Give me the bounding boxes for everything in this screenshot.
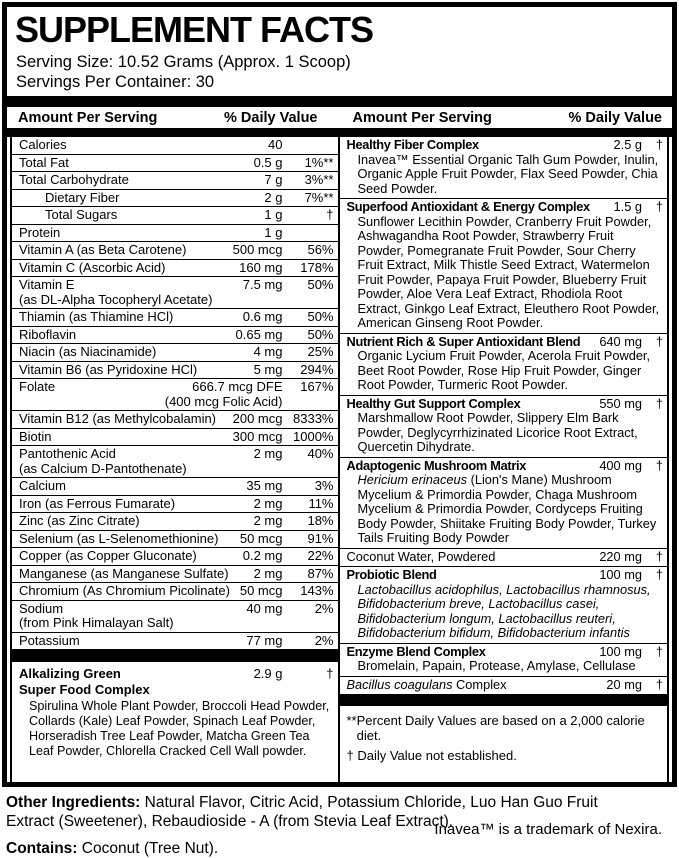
- blend-name: Healthy Gut Support Complex: [346, 395, 521, 411]
- blend-header: [347, 335, 664, 350]
- nutrient-amount: 2 mg: [253, 446, 283, 461]
- nutrient-name: Calcium: [19, 478, 66, 493]
- nutrient-dv: 294%: [300, 361, 334, 377]
- blend-row: [340, 137, 668, 199]
- nutrient-dv: 8333%: [293, 411, 334, 426]
- nutrient-row: [12, 225, 338, 243]
- blend-dv: †: [655, 676, 663, 692]
- nutrient-row: [12, 478, 338, 496]
- blend-name: Healthy Fiber Complex: [346, 137, 479, 152]
- nutrient-name: Potassium: [19, 632, 80, 648]
- nutrient-row: [12, 633, 338, 651]
- percent-daily-value-label: % Daily Value: [568, 110, 662, 126]
- blend-amount: 100 mg: [599, 567, 642, 582]
- right-section-divider-bar: [340, 694, 668, 706]
- nutrient-row: [12, 601, 338, 633]
- blend-ingredients: Marshmallow Root Powder, Slippery Elm Bark Powder, Deglycyrrhizinated Licorice Root Extract, Quercetin Dihydrate.: [357, 410, 638, 454]
- nutrient-amount: 50 mcg: [239, 530, 283, 546]
- divider-bar-top: [7, 96, 672, 107]
- blend-header: [347, 568, 664, 583]
- blend-row: [340, 458, 668, 549]
- blend-amount: 100 mg: [599, 643, 642, 659]
- nutrient-name: Copper (as Copper Gluconate): [19, 548, 197, 563]
- nutrient-name: Pantothenic Acid: [19, 446, 116, 461]
- nutrient-dv: 18%: [307, 513, 334, 528]
- nutrient-dv: 25%: [307, 344, 334, 359]
- blend-dv: †: [655, 643, 663, 659]
- blends-column: [340, 137, 668, 782]
- nutrient-name: Total Carbohydrate: [19, 172, 129, 187]
- amount-per-serving-label: Amount Per Serving: [18, 110, 158, 126]
- blend-header: [347, 645, 664, 660]
- nutrient-dv: 3%**: [304, 172, 334, 187]
- nutrient-amount: 35 mg: [246, 478, 283, 493]
- blend-header: [347, 459, 664, 474]
- nutrient-name: Vitamin B6 (as Pyridoxine HCl): [19, 361, 198, 377]
- nutrient-name: Dietary Fiber: [45, 189, 120, 205]
- blend-dv: †: [655, 567, 663, 582]
- nutrient-dv: 2%: [314, 600, 334, 616]
- nutrient-name: Iron (as Ferrous Fumarate): [19, 495, 176, 511]
- nutrient-amount: 666.7 mcg DFE: [192, 379, 283, 394]
- nutrient-dv: 143%: [300, 583, 334, 598]
- nutrient-dv: 11%: [308, 495, 334, 511]
- nutrient-dv: 50%: [307, 326, 334, 342]
- footnote-text: Percent Daily Values are based on a 2,000 calorie diet.: [356, 713, 645, 743]
- alkalizing-green-complex: [12, 662, 338, 761]
- nutrient-row: [12, 172, 338, 190]
- nutrient-row: [12, 513, 338, 531]
- nutrient-dv: 50%: [307, 309, 334, 324]
- nutrient-row: [12, 137, 338, 155]
- blend-amount: 1.5 g: [613, 199, 642, 214]
- servings-per-container: Servings Per Container: 30: [16, 73, 215, 91]
- nutrient-amount: 0.5 g: [253, 154, 283, 170]
- blend-ingredients: Organic Lycium Fruit Powder, Acerola Fruit Powder, Beet Root Powder, Rose Hip Fruit Powder, Ginger Root Powder, Turmeric Root Powder.: [357, 348, 651, 392]
- nutrient-row: [12, 446, 338, 478]
- nutrient-amount: 40: [268, 137, 283, 152]
- nutrient-amount: 0.2 mg: [242, 548, 283, 563]
- footnotes: [340, 706, 668, 772]
- nutrient-name: Riboflavin: [19, 326, 77, 342]
- blend-ingredients: Lactobacillus acidophilus, Lactobacillus rhamnosus, Bifidobacterium breve, Lactobacillus casei, Bifidobacterium longum, Lactobacillus reuteri, Bifidobacterium bifidum, Bifidobacterium infantis: [357, 581, 651, 640]
- blend-name: Coconut Water, Powdered: [346, 548, 496, 564]
- nutrient-dv: 2%: [314, 632, 334, 648]
- blend-header: [347, 138, 664, 153]
- nutrient-amount: 2 mg: [253, 495, 283, 511]
- nutrient-dv: 7%**: [304, 189, 334, 205]
- alkalizing-green-header: [19, 666, 334, 697]
- contains-statement: Contains: Coconut (Tree Nut).: [6, 840, 219, 857]
- nutrient-dv: †: [326, 207, 334, 222]
- nutrient-row: [12, 379, 338, 411]
- nutrient-amount: 77 mg: [246, 632, 283, 648]
- nutrient-row: [12, 344, 338, 362]
- nutrient-amount: 1 g: [264, 224, 283, 240]
- nutrient-amount-sub: (400 mcg Folic Acid): [164, 393, 283, 409]
- nutrient-dv: 91%: [307, 530, 334, 546]
- nutrient-row: [12, 309, 338, 327]
- nutrient-row: [12, 362, 338, 380]
- nutrient-name: Vitamin B12 (as Methylcobalamin): [19, 411, 217, 426]
- footnote: [347, 748, 660, 763]
- nutrient-name: Vitamin E: [19, 277, 75, 292]
- nutrient-dv: 1000%: [293, 428, 334, 444]
- nutrient-dv: 50%: [307, 277, 334, 292]
- column-header-right: [340, 110, 673, 126]
- nutrient-name: Vitamin C (Ascorbic Acid): [19, 259, 166, 275]
- blend-row: [340, 644, 668, 677]
- nutrient-name: Total Sugars: [45, 207, 118, 222]
- complex-dv: †: [326, 666, 334, 681]
- blend-amount: 20 mg: [606, 676, 642, 692]
- serving-size: Serving Size: 10.52 Grams (Approx. 1 Scoop): [16, 53, 351, 71]
- blend-row: [340, 549, 668, 568]
- nutrient-name: Zinc (as Zinc Citrate): [19, 513, 140, 528]
- panel-title: SUPPLEMENT FACTS: [15, 9, 374, 50]
- nutrient-row: [12, 155, 338, 173]
- footer: [0, 793, 679, 858]
- nutrient-dv: 1%**: [304, 154, 334, 170]
- blend-row: [340, 677, 668, 695]
- nutrient-name: Folate: [19, 379, 56, 394]
- nutrient-dv: [288, 138, 334, 153]
- nutrient-name: Calories: [19, 137, 67, 152]
- blend-header: [347, 550, 664, 565]
- nutrient-name-sub: (as DL-Alpha Tocopheryl Acetate): [19, 291, 213, 307]
- nutrient-name: Chromium (As Chromium Picolinate): [19, 583, 230, 598]
- nutrient-row: [12, 583, 338, 601]
- blend-ingredients: Inavea™ Essential Organic Talh Gum Powder, Inulin, Organic Apple Fruit Powder, Flax Seed Powder, Chia Seed Powder.: [357, 151, 659, 196]
- blend-dv: †: [655, 333, 663, 349]
- blend-name: Bacillus coagulans Complex: [346, 676, 507, 692]
- nutrient-name: Selenium (as L-Selenomethionine): [19, 530, 219, 546]
- facts-columns: [10, 137, 669, 782]
- nutrient-dv: 167%: [300, 379, 334, 394]
- nutrient-amount: 5 mg: [253, 361, 283, 377]
- nutrient-row: [12, 496, 338, 514]
- divider-bar-under-headers: [7, 128, 672, 137]
- blend-row: [340, 334, 668, 396]
- nutrient-dv: 22%: [307, 548, 334, 563]
- nutrient-name: Vitamin A (as Beta Carotene): [19, 242, 187, 257]
- nutrient-name: Total Fat: [19, 154, 69, 170]
- nutrient-dv: 178%: [300, 259, 334, 275]
- column-header-left: [7, 110, 340, 126]
- blend-dv: †: [655, 199, 663, 214]
- nutrient-amount: 500 mcg: [232, 242, 283, 257]
- nutrient-amount: 200 mcg: [232, 411, 283, 426]
- blend-name: Superfood Antioxidant & Energy Complex: [346, 199, 590, 214]
- blend-amount: 550 mg: [599, 395, 642, 411]
- other-ingredients: Other Ingredients: Natural Flavor, Citric Acid, Potassium Chloride, Luo Han Guo Fruit Extract (Sweetener), Rebaudioside - A (from Stevia Leaf Extract).: [6, 794, 598, 830]
- footnote: [347, 713, 660, 743]
- nutrient-amount: 300 mcg: [232, 428, 283, 444]
- blend-name: Nutrient Rich & Super Antioxidant Blend: [346, 333, 581, 349]
- complex-ingredients: Spirulina Whole Plant Powder, Broccoli Head Powder, Collards (Kale) Leaf Powder, Spinach Leaf Powder, Horseradish Tree Leaf Powder, Matcha Green Tea Leaf Powder, Chlorella Cracked Cell Wall powder.: [29, 699, 330, 758]
- percent-daily-value-label: % Daily Value: [224, 110, 318, 126]
- complex-amount: 2.9 g: [253, 666, 283, 681]
- nutrient-amount: 160 mg: [239, 259, 283, 275]
- footnote-text: Daily Value not established.: [357, 748, 517, 763]
- nutrient-amount: 0.65 mg: [235, 326, 283, 342]
- blend-header: [347, 678, 664, 693]
- nutrient-name-sub: (from Pink Himalayan Salt): [19, 615, 174, 630]
- nutrient-row: [12, 190, 338, 208]
- nutrient-name: Sodium: [19, 600, 64, 616]
- footnote-marker: †: [346, 748, 358, 763]
- nutrient-rows: [12, 137, 338, 650]
- blend-dv: †: [655, 548, 663, 564]
- nutrient-amount: 40 mg: [246, 600, 283, 616]
- supplement-facts-panel: [2, 2, 677, 787]
- blend-amount: 2.5 g: [613, 137, 642, 152]
- blend-ingredients: Sunflower Lecithin Powder, Cranberry Fruit Powder, Ashwagandha Root Powder, Strawberry Fruit Powder, Pomegranate Fruit Powder, Sour Cherry Fruit Extract, Milk Thistle Seed Extract, Watermelon Fruit Powder, Papaya Fruit Powder, Blueberry Fruit Powder, Aloe Vera Leaf Extract, Rhodiola Root Extract, Ginkgo Leaf Extract, Eleuthero Root Powder, American Ginseng Root Powder.: [357, 213, 660, 330]
- nutrient-row: [12, 260, 338, 278]
- blend-dv: †: [655, 457, 663, 473]
- contains-label: Contains:: [6, 840, 78, 857]
- nutrient-row: [12, 207, 338, 225]
- nutrient-amount: 7 g: [264, 172, 283, 187]
- nutrient-amount: 0.6 mg: [242, 309, 283, 324]
- footnote-marker: **: [346, 713, 357, 728]
- nutrient-name: Thiamin (as Thiamine HCl): [19, 309, 174, 324]
- blend-row: [340, 396, 668, 458]
- nutrient-dv: 56%: [307, 242, 334, 257]
- left-section-divider-bar: [12, 650, 338, 662]
- nutrient-row: [12, 429, 338, 447]
- nutrient-amount: 50 mcg: [239, 583, 283, 598]
- nutrient-amount: 2 g: [264, 189, 283, 205]
- blend-name: Adaptogenic Mushroom Matrix: [346, 457, 527, 473]
- nutrient-amount: 1 g: [264, 207, 283, 222]
- column-headers: [7, 107, 672, 128]
- nutrient-name: Niacin (as Niacinamide): [19, 344, 157, 359]
- amount-per-serving-label: Amount Per Serving: [352, 110, 492, 126]
- blend-row: [340, 199, 668, 334]
- blend-name: Probiotic Blend: [346, 567, 437, 582]
- nutrient-row: [12, 566, 338, 584]
- nutrient-dv: [288, 226, 334, 241]
- blend-amount: 400 mg: [599, 457, 642, 473]
- blend-name: Enzyme Blend Complex: [346, 643, 486, 659]
- blend-row: [340, 567, 668, 644]
- complex-name: Alkalizing Green Super Food Complex: [19, 666, 150, 697]
- nutrient-amount: 7.5 mg: [242, 277, 283, 292]
- nutrient-row: [12, 327, 338, 345]
- nutrient-dv: 40%: [307, 446, 334, 461]
- nutrient-name: Manganese (as Manganese Sulfate): [19, 565, 229, 581]
- nutrient-row: [12, 242, 338, 260]
- nutrient-dv: 87%: [307, 565, 334, 581]
- blend-ingredients: Hericium erinaceus (Lion's Mane) Mushroom Mycelium & Primordia Powder, Chaga Mushroom Mycelium & Primordia Powder, Cordyceps Fruiting Body Powder, Shiitake Fruiting Body Powder, Turkey Tails Fruiting Body Powder: [357, 472, 657, 545]
- nutrient-row: [12, 548, 338, 566]
- blend-dv: †: [655, 395, 663, 411]
- nutrient-name: Protein: [19, 224, 61, 240]
- blend-header: [347, 397, 664, 412]
- trademark-note: Inavea™ is a trademark of Nexira.: [434, 821, 662, 838]
- other-ingredients-label: Other Ingredients:: [6, 794, 141, 811]
- nutrient-amount: 4 mg: [253, 344, 283, 359]
- nutrient-name-sub: (as Calcium D-Pantothenate): [19, 460, 187, 476]
- nutrient-row: [12, 531, 338, 549]
- nutrients-column: [12, 137, 340, 782]
- blend-dv: †: [655, 137, 663, 152]
- nutrient-amount: 2 mg: [253, 565, 283, 581]
- blend-amount: 220 mg: [599, 548, 642, 564]
- nutrient-amount: 2 mg: [253, 513, 283, 528]
- blend-amount: 640 mg: [599, 333, 642, 349]
- blend-rows: [340, 137, 668, 694]
- nutrient-dv: 3%: [314, 478, 334, 493]
- nutrient-row: [12, 411, 338, 429]
- blend-header: [347, 200, 664, 215]
- nutrient-row: [12, 277, 338, 309]
- blend-ingredients: Bromelain, Papain, Protease, Amylase, Cellulase: [357, 658, 636, 673]
- nutrient-name: Biotin: [19, 428, 52, 444]
